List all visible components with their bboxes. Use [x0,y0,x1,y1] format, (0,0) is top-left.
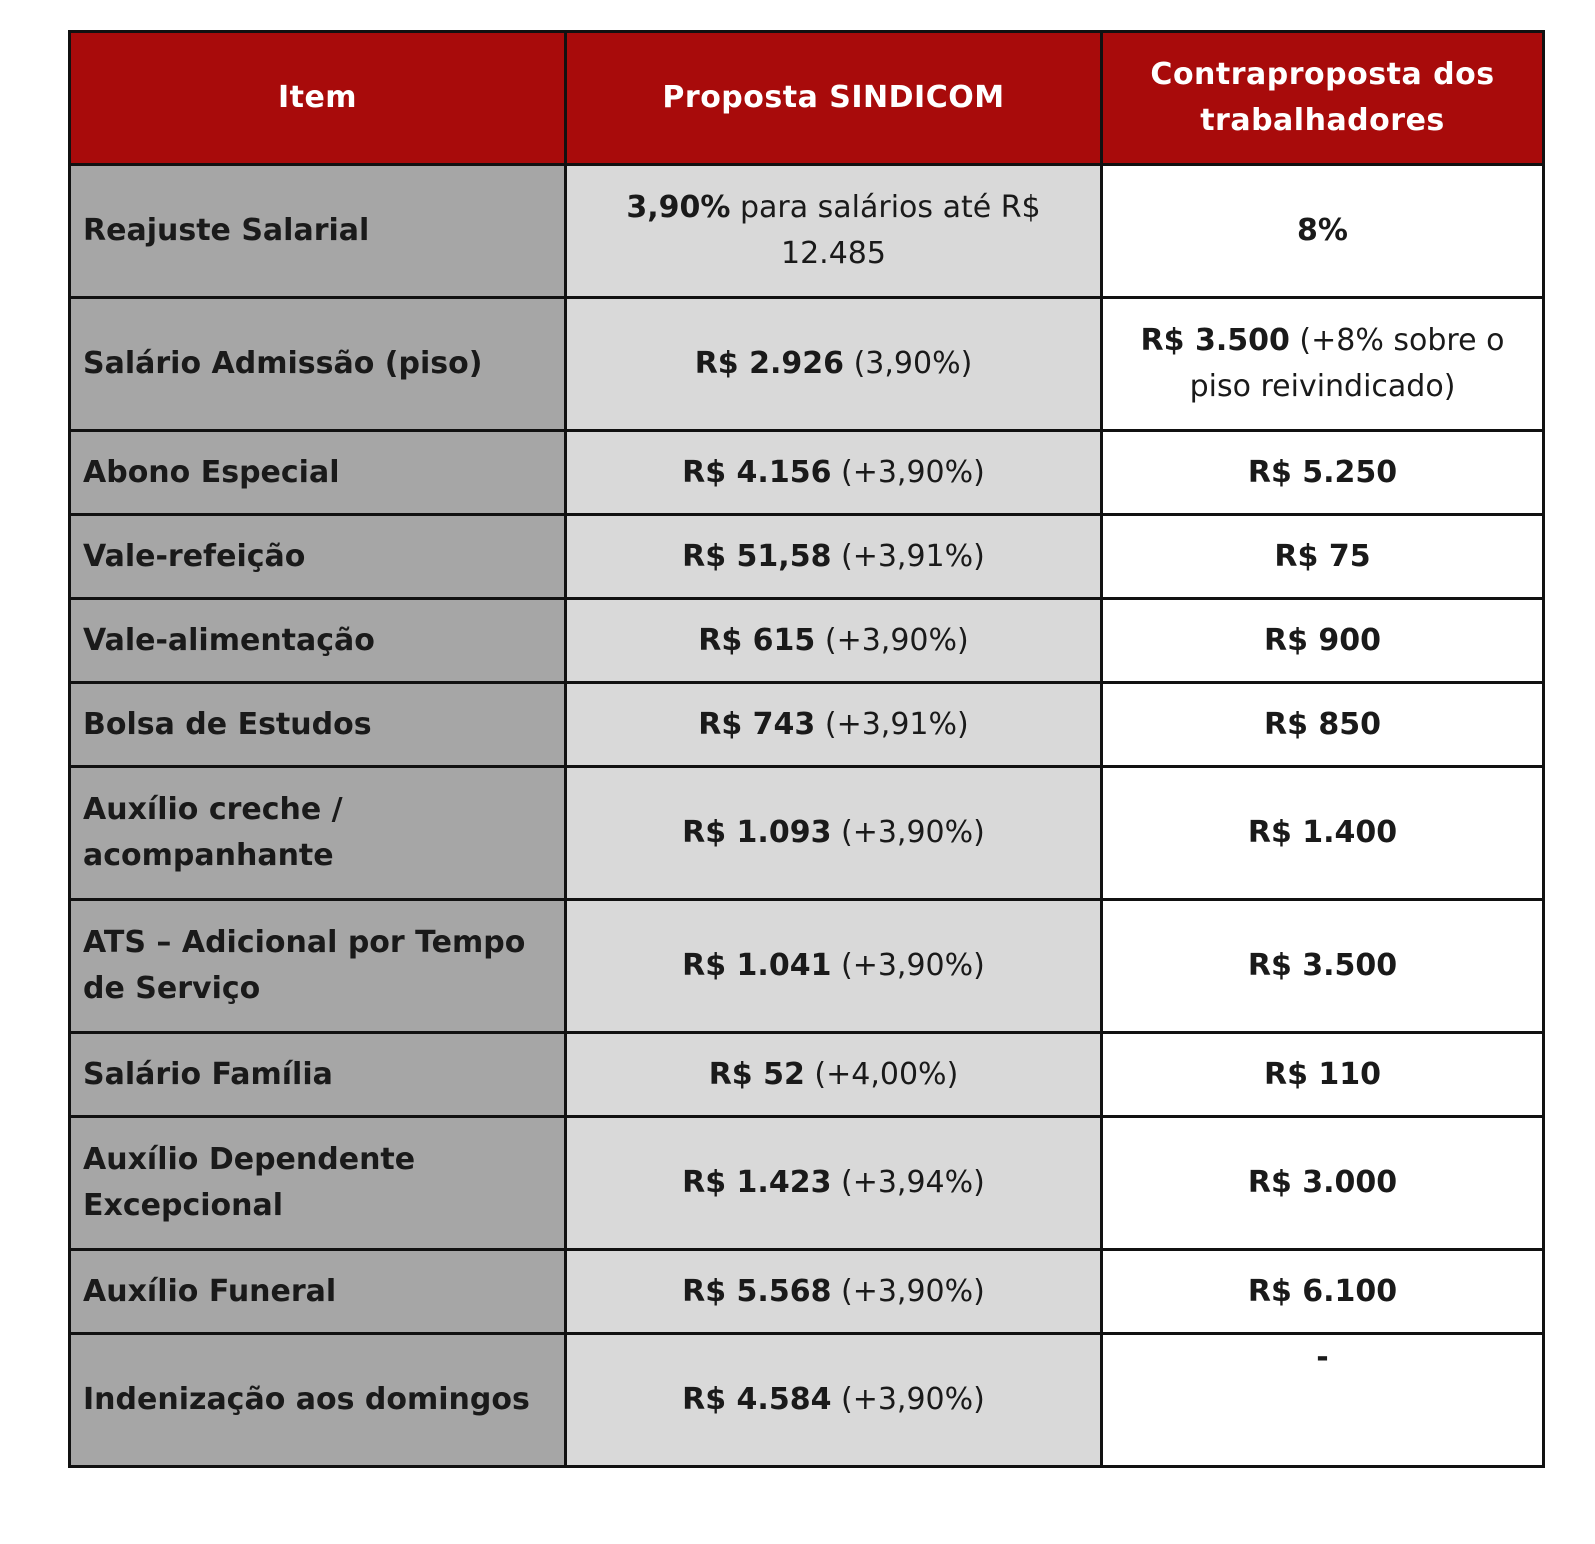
row-counterproposal [1102,298,1544,431]
row-item: Vale-refeição [70,515,566,599]
row-proposal [566,431,1102,515]
row-proposal [566,515,1102,599]
header-item: Item [70,32,566,165]
header-row [70,32,1544,165]
row-proposal [566,1033,1102,1117]
header-proposal: Proposta SINDICOM [566,32,1102,165]
table-row [70,298,1544,431]
proposal-value: R$ 1.423 [682,1165,832,1200]
proposal-note: (+3,90%) [841,1273,985,1309]
table-row [70,599,1544,683]
counter-value: R$ 850 [1263,706,1382,742]
row-item: Bolsa de Estudos [70,683,566,767]
row-proposal [566,1334,1102,1467]
proposal-value: R$ 2.926 [694,346,845,381]
row-item: Salário Admissão (piso) [70,298,566,431]
proposal-value: R$ 52 [708,1056,805,1092]
row-proposal [566,1250,1102,1334]
table-row [70,1334,1544,1467]
row-proposal [566,767,1102,900]
row-item: Abono Especial [70,431,566,515]
proposal-value: 3,90% [626,190,731,225]
proposal-note: (+3,90%) [824,622,969,658]
row-counterproposal [1102,1117,1544,1250]
table-row [70,1117,1544,1250]
row-counterproposal [1102,431,1544,515]
row-counterproposal [1102,165,1544,298]
row-counterproposal [1102,599,1544,683]
counter-value: R$ 3.000 [1247,1165,1398,1200]
table-row [70,683,1544,767]
proposal-value: R$ 4.156 [682,454,832,490]
proposal-value: R$ 615 [698,622,816,658]
row-item: Vale-alimentação [70,599,566,683]
row-proposal [566,900,1102,1033]
comparison-table [68,30,1545,1468]
table-row [70,431,1544,515]
proposal-value: R$ 4.584 [682,1382,832,1417]
proposal-note: (3,90%) [853,346,973,381]
row-item: Auxílio Funeral [70,1250,566,1334]
proposal-value: R$ 1.093 [682,815,832,850]
proposal-note: (+4,00%) [814,1056,959,1092]
row-item: Indenização aos domingos [70,1334,566,1467]
proposal-note: (+3,94%) [841,1165,985,1200]
table-row [70,767,1544,900]
counter-value: R$ 900 [1263,622,1382,658]
row-counterproposal [1102,1334,1544,1467]
header-counterproposal: Contraproposta dos trabalhadores [1102,32,1544,165]
proposal-value: R$ 5.568 [682,1273,832,1309]
row-counterproposal [1102,515,1544,599]
row-item: Auxílio creche / acompanhante [70,767,566,900]
row-proposal [566,298,1102,431]
proposal-value: R$ 1.041 [682,948,832,983]
row-item: Salário Família [70,1033,566,1117]
proposal-value: R$ 51,58 [682,538,832,574]
counter-value: R$ 3.500 [1140,323,1290,358]
proposal-note: (+3,90%) [841,454,985,490]
counter-value: - [1316,1340,1329,1375]
proposal-note: (+3,91%) [824,706,969,742]
proposal-note: para salários até R$ 12.485 [739,190,1041,271]
row-item: Auxílio Dependente Excepcional [70,1117,566,1250]
row-counterproposal [1102,767,1544,900]
counter-value: R$ 6.100 [1247,1273,1398,1309]
row-counterproposal [1102,1033,1544,1117]
table-row [70,900,1544,1033]
proposal-value: R$ 743 [698,706,816,742]
counter-value: R$ 5.250 [1247,454,1398,490]
counter-value: R$ 75 [1274,538,1371,574]
row-proposal [566,1117,1102,1250]
table-row [70,165,1544,298]
proposal-note: (+3,91%) [841,538,985,574]
row-item: ATS – Adicional por Tempo de Serviço [70,900,566,1033]
row-proposal [566,683,1102,767]
counter-value: R$ 110 [1263,1056,1382,1092]
counter-value: 8% [1297,213,1348,248]
row-proposal [566,599,1102,683]
table-row [70,1033,1544,1117]
counter-value: R$ 3.500 [1247,948,1398,983]
table-row [70,515,1544,599]
table-row [70,1250,1544,1334]
proposal-note: (+3,90%) [841,948,985,983]
proposal-note: (+3,90%) [841,815,985,850]
row-counterproposal [1102,683,1544,767]
counter-value: R$ 1.400 [1247,815,1398,850]
row-item: Reajuste Salarial [70,165,566,298]
row-counterproposal [1102,900,1544,1033]
row-proposal [566,165,1102,298]
row-counterproposal [1102,1250,1544,1334]
counter-note: (+8% sobre o piso reivindicado) [1189,323,1505,404]
proposal-note: (+3,90%) [841,1382,985,1417]
